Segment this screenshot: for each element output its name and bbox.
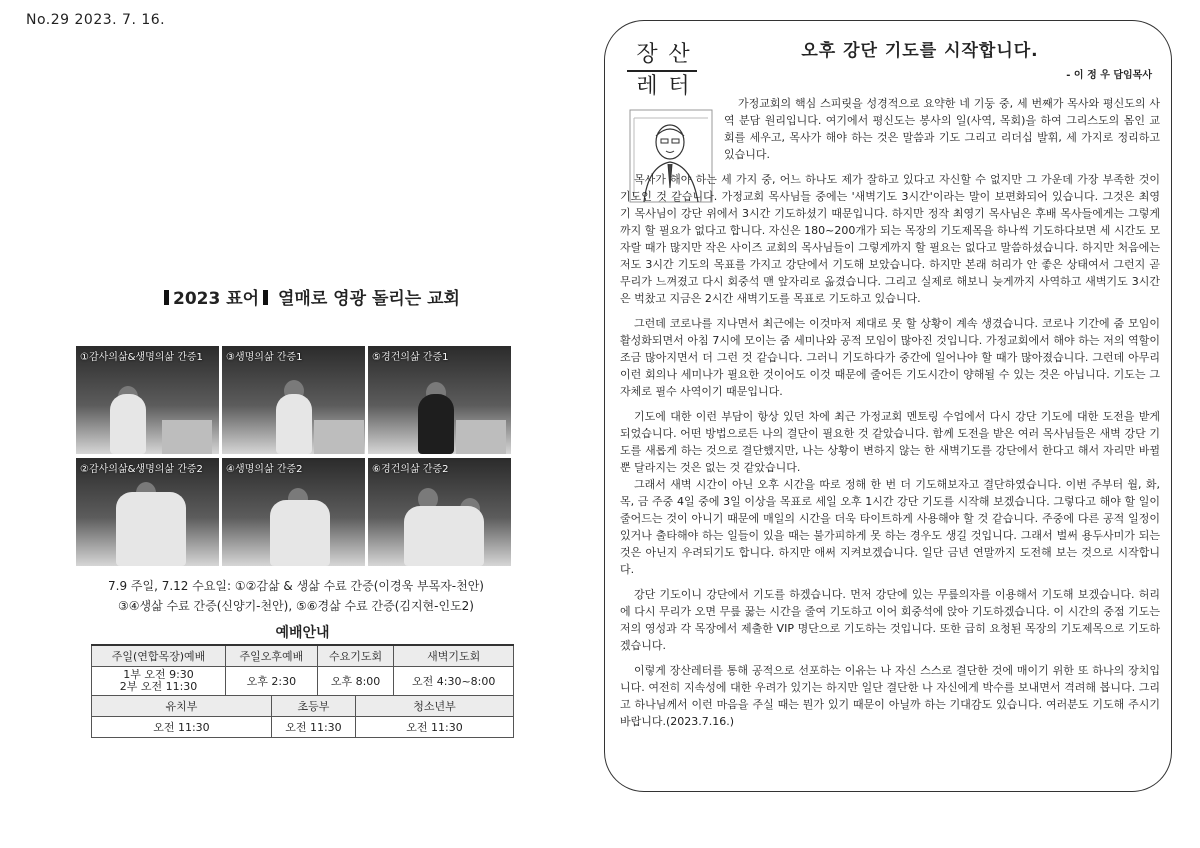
testimony-photo-3 bbox=[222, 346, 365, 454]
letter-author: - 이 정 우 담임목사 bbox=[1066, 70, 1152, 81]
motto-text: 열매로 영광 돌리는 교회 bbox=[278, 289, 460, 309]
table-cell: 오후 8:00 bbox=[317, 667, 394, 696]
stamp-char: 터 bbox=[668, 74, 690, 99]
stamp-char: 레 bbox=[636, 74, 658, 99]
testimony-photo-4 bbox=[222, 458, 365, 566]
motto-bar-left bbox=[164, 290, 169, 305]
photo-caption: ①감사의삶&생명의삶 간증1 bbox=[80, 352, 203, 363]
testimony-photo-2 bbox=[76, 458, 219, 566]
issue-line: No.29 2023. 7. 16. bbox=[26, 12, 166, 28]
table-cell: 오전 11:30 bbox=[271, 717, 355, 738]
table-header: 청소년부 bbox=[356, 696, 514, 717]
testimony-photo-6 bbox=[368, 458, 511, 566]
photo-caption: ②감사의삶&생명의삶 간증2 bbox=[80, 464, 203, 475]
table-header: 유치부 bbox=[92, 696, 272, 717]
church-motto bbox=[160, 284, 460, 309]
letter-paragraph: 강단 기도이니 강단에서 기도를 하겠습니다. 먼저 강단에 있는 무릎의자를 이용해서 기도해 보겠습니다. 허리에 다시 무리가 오면 무릎 꿇는 시간을 줄여 기도하고 이어 회중석에 앉아 기도하겠습니다. 이 시간의 중점 기도는 저의 영성과 각 목장에서 제출한 VIP 명단으로 기도하는 것입니다. 또한 급히 요청된 목장의 기도제목으로 기도하겠습니다. bbox=[620, 588, 1160, 652]
testimony-photo-1 bbox=[76, 346, 219, 454]
photo-caption: ⑤경건의삶 간증1 bbox=[372, 352, 449, 363]
table-header: 초등부 bbox=[271, 696, 355, 717]
sunday-service-2: 2부 오전 11:30 bbox=[119, 680, 198, 693]
table-header: 새벽기도회 bbox=[394, 645, 514, 667]
table-cell: 오후 2:30 bbox=[226, 667, 318, 696]
letter-body bbox=[620, 95, 1160, 730]
letter-paragraph: 그런데 코로나를 지나면서 최근에는 이것마저 제대로 못 할 상황이 계속 생겼습니다. 코로나 기간에 줌 모임이 활성화되면서 아침 7시에 모이는 줌 세미나와 공적 모임이 많아진 것입니다. 가정교회에서 해야 하는 저의 역할이 조금 많아지면서 더 그런 것 같습니다. 그러니 기도하다가 중간에 일어나야 할 때가 많아졌습니다. 그런데 아무리 이런 회의나 세미나가 필요한 것이어도 이것 때문에 줄어든 기도시간이 양해될 수 있는 것은 아닙니다. 기도는 그 자체로 필수 사역이기 때문입니다. bbox=[620, 317, 1160, 398]
testimony-photo-grid bbox=[76, 346, 512, 568]
table-cell: 오전 11:30 bbox=[356, 717, 514, 738]
letter-title: 오후 강단 기도를 시작합니다. bbox=[801, 41, 1039, 61]
stamp-char: 장 bbox=[636, 42, 658, 67]
table-header: 주일오후예배 bbox=[226, 645, 318, 667]
photo-caption-line-2: ③④생삶 수료 간증(신양기-천안), ⑤⑥경삶 수료 간증(김지현-인도2) bbox=[118, 599, 474, 613]
letter-paragraph: 목사가 해야 하는 세 가지 중, 어느 하나도 제가 잘하고 있다고 자신할 수 없지만 그 가운데 가장 부족한 것이 기도인 것 같습니다. 가정교회 목사님들 중에는 '새벽기도 3시간'이라는 말이 보편화되어 있습니다. 그것은 최영기 목사님이 강단 위에서 3시간 기도하셨기 때문입니다. 하지만 정작 최영기 목사님은 후배 목사들에게는 그렇게까지 할 필요가 없다고 합니다. 자신은 180~200개가 되는 목장의 기도제목을 하나씩 기도하다보면 세 시간도 모자랄 때가 많지만 작은 사이즈 교회의 목사님들이 그렇게까지 할 필요는 없다고 말씀하셨습니다. 하지만 처음에는 저도 3시간 기도의 목표를 가지고 강단에서 기도해 보았습니다. 하지만 본래 허리가 안 좋은 상태여서 그런지 곧 무리가 느껴졌고 다시 회중석 맨 앞자리로 옮겼습니다. 그리고 실제로 해보니 늦게까지 사역하고 새벽기도 3시간은 벅찼고 지금은 2시간 새벽기도를 목표로 기도하고 있습니다. bbox=[620, 173, 1160, 305]
table-cell: 오전 11:30 bbox=[92, 717, 272, 738]
letter-paragraph: 가정교회의 핵심 스피릿을 성경적으로 요약한 네 기둥 중, 세 번째가 목사와 평신도의 사역 분담 원리입니다. 여기에서 평신도는 봉사의 일(사역, 목회)을 하여 그리스도의 몸인 교회를 세우고, 목사가 해야 하는 것은 말씀과 기도 그리고 리더십 발휘, 세 가지로 정리하고 있습니다. bbox=[724, 97, 1160, 161]
photo-caption: ④생명의삶 간증2 bbox=[226, 464, 303, 475]
letter-paragraph: 그래서 새벽 시간이 아닌 오후 시간을 따로 정해 한 번 더 기도해보자고 결단하였습니다. 이번 주부터 월, 화, 목, 금 주중 4일 중에 3일 이상을 목표로 세일 오후 1시간 강단 기도를 시작해 보겠습니다. 그렇다고 해야 할 일이 줄어드는 것이 아니기 때문에 매일의 시간을 더욱 타이트하게 사용해야 할 것 같습니다. 주중에 다른 공적 일정이 있거나 출타해야 하는 일들이 있을 때는 불가피하게 못 하는 경우도 생길 것입니다. 그래서 벌써 용두사미가 되는 것은 아닌지 우려되기도 합니다. 하지만 애써 지켜보겠습니다. 일단 금년 연말까지 도전해 보는 것으로 시작합니다. bbox=[620, 478, 1160, 576]
motto-prefix: 2023 표어 bbox=[173, 289, 260, 309]
table-header: 수요기도회 bbox=[317, 645, 394, 667]
table-cell bbox=[92, 667, 226, 696]
motto-bar-right bbox=[263, 290, 268, 305]
photo-caption: ③생명의삶 간증1 bbox=[226, 352, 303, 363]
jangsan-letter-stamp bbox=[630, 40, 694, 102]
testimony-photo-5 bbox=[368, 346, 511, 454]
letter-paragraph: 이렇게 장산레터를 통해 공적으로 선포하는 이유는 나 자신 스스로 결단한 것에 매이기 위한 또 하나의 장치입니다. 여전히 지속성에 대한 우려가 있기는 하지만 일단 결단한 나 자신에게 박수를 보내면서 격려해 봅니다. 그리고 하나님께서 이런 마음을 주실 때는 뭔가 있기 때문이 아닐까 하는 기대감도 있습니다. 여러분도 기도해 주시기 바랍니다.(2023.7.16.) bbox=[620, 664, 1160, 728]
letter-paragraph: 기도에 대한 이런 부담이 항상 있던 차에 최근 가정교회 멘토링 수업에서 다시 강단 기도에 대한 도전을 받게 되었습니다. 어떤 방법으로든 나의 결단이 필요한 것 같았습니다. 함께 도전을 받은 여러 목사님들은 새벽 강단 기도를 새롭게 하는 것으로 결단했지만, 나는 상황이 변하지 않는 한 새벽기도를 강단에서 한다고 해서 자리만 바뀔 뿐 달라지는 것은 없는 것 같았습니다. bbox=[620, 410, 1160, 474]
photo-caption-line-1: 7.9 주일, 7.12 수요일: ①②감삶 & 생삶 수료 간증(이경욱 부목자-천안) bbox=[108, 579, 484, 593]
service-table-title: 예배안내 bbox=[92, 620, 514, 645]
sunday-service-1: 1부 오전 9:30 bbox=[123, 668, 194, 681]
stamp-char: 산 bbox=[668, 42, 690, 67]
table-header: 주일(연합목장)예배 bbox=[92, 645, 226, 667]
photo-caption: ⑥경건의삶 간증2 bbox=[372, 464, 449, 475]
stamp-divider bbox=[627, 70, 697, 72]
service-schedule-table bbox=[91, 620, 514, 738]
table-cell: 오전 4:30~8:00 bbox=[394, 667, 514, 696]
